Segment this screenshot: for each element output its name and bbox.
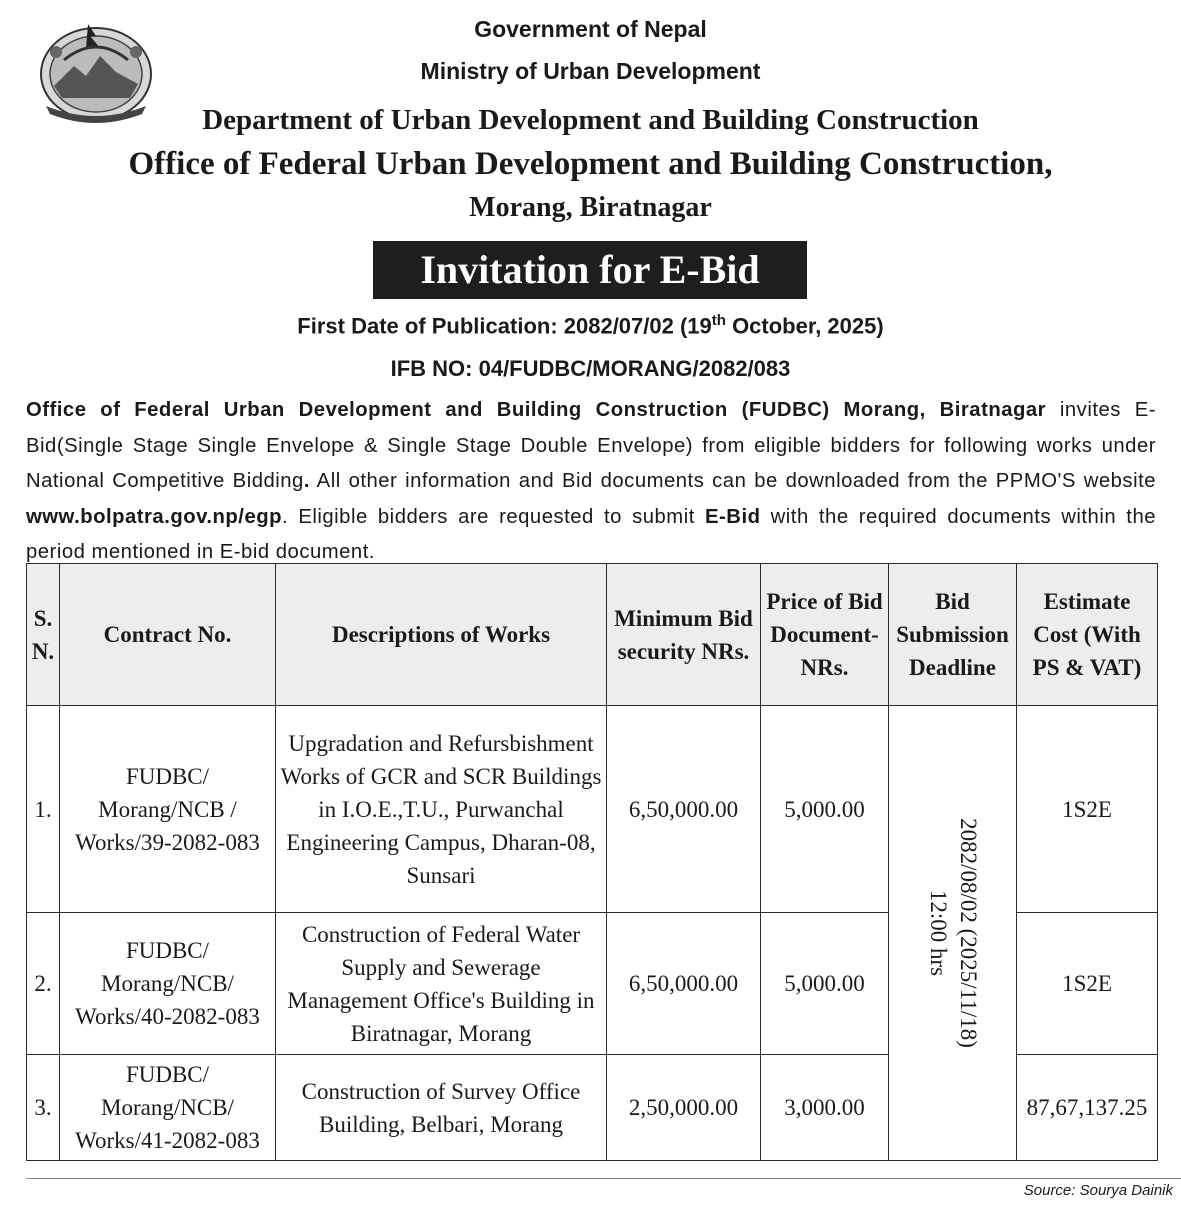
cell-estimate-cost: 1S2E xyxy=(1017,913,1158,1055)
cell-contract-no: FUDBC/ Morang/NCB/ Works/40-2082-083 xyxy=(60,913,276,1055)
website-link[interactable]: www.bolpatra.gov.np/egp xyxy=(26,505,283,528)
bottom-divider xyxy=(26,1178,1181,1179)
deadline-text xyxy=(923,818,983,1048)
cell-description: Construction of Survey Office Building, Belbari, Morang xyxy=(276,1055,607,1161)
cell-sn: 2. xyxy=(27,913,60,1055)
ministry-name: Ministry of Urban Development xyxy=(420,58,761,84)
invitation-paragraph xyxy=(26,393,1156,571)
paragraph-office-name: Office of Federal Urban Development and Building Construction (FUDBC) Morang, Biratnagar xyxy=(26,399,1047,421)
publication-date xyxy=(0,312,1181,339)
bid-table xyxy=(26,563,1158,1161)
cell-sn: 3. xyxy=(27,1055,60,1161)
paragraph-ebid: E-Bid xyxy=(705,505,761,528)
publication-sup: th xyxy=(711,312,726,329)
cell-document-price: 3,000.00 xyxy=(761,1055,889,1161)
table-row xyxy=(27,706,1158,913)
cell-description: Upgradation and Refursbishment Works of GCR and SCR Buildings in I.O.E.,T.U., Purwanchal Engineering Campus, Dharan-08, Sunsari xyxy=(276,706,607,913)
header-description: Descriptions of Works xyxy=(276,564,607,706)
cell-bid-security: 2,50,000.00 xyxy=(607,1055,761,1161)
header-document-price: Price of Bid Document-NRs. xyxy=(761,564,889,706)
table-header-row xyxy=(27,564,1158,706)
cell-document-price: 5,000.00 xyxy=(761,913,889,1055)
paragraph-text-2: All other information and Bid documents can be downloaded from the PPMO'S website xyxy=(309,470,1156,492)
office-location: Morang, Biratnagar xyxy=(469,192,712,223)
source-credit: Source: Sourya Dainik xyxy=(1023,1182,1173,1199)
publication-suffix: October, 2025) xyxy=(725,313,884,339)
header-bid-security: Minimum Bid security NRs. xyxy=(607,564,761,706)
government-name: Government of Nepal xyxy=(474,16,707,42)
header-estimate-cost: Estimate Cost (With PS & VAT) xyxy=(1017,564,1158,706)
office-name: Office of Federal Urban Development and Building Construction, xyxy=(128,146,1053,182)
deadline-time: 12:00 hrs xyxy=(925,889,951,977)
paragraph-dot: . xyxy=(303,470,310,492)
cell-estimate-cost: 1S2E xyxy=(1017,706,1158,913)
cell-contract-no: FUDBC/ Morang/NCB / Works/39-2082-083 xyxy=(60,706,276,913)
department-name: Department of Urban Development and Building Construction xyxy=(202,104,979,136)
header-deadline: Bid Submission Deadline xyxy=(889,564,1017,706)
cell-description: Construction of Federal Water Supply and Sewerage Management Office's Building in Biratnagar, Morang xyxy=(276,913,607,1055)
paragraph-text-3: . Eligible bidders are requested to submit xyxy=(282,505,706,528)
cell-bid-security: 6,50,000.00 xyxy=(607,913,761,1055)
cell-sn: 1. xyxy=(27,706,60,913)
paragraph-text-1: invites E-Bid(Single Stage Single Envelope & Single Stage Double Envelope) from eligible bidders for following works under National Competitive Bidding xyxy=(26,399,1156,492)
deadline-date: 2082/08/02 (2025/11/18) xyxy=(955,818,981,1048)
header-sn: S. N. xyxy=(27,564,60,706)
cell-bid-security: 6,50,000.00 xyxy=(607,706,761,913)
header-contract-no: Contract No. xyxy=(60,564,276,706)
cell-document-price: 5,000.00 xyxy=(761,706,889,913)
paragraph-text-4: with the required documents within the period mentioned in E-bid document. xyxy=(26,505,1156,563)
ifb-number: IFB NO: 04/FUDBC/MORANG/2082/083 xyxy=(390,356,791,381)
cell-deadline xyxy=(889,706,1017,1161)
cell-estimate-cost: 87,67,137.25 xyxy=(1017,1055,1158,1161)
cell-contract-no: FUDBC/ Morang/NCB/ Works/41-2082-083 xyxy=(60,1055,276,1161)
publication-prefix: First Date of Publication: 2082/07/02 (19 xyxy=(297,313,712,339)
notice-title: Invitation for E-Bid xyxy=(373,241,807,299)
